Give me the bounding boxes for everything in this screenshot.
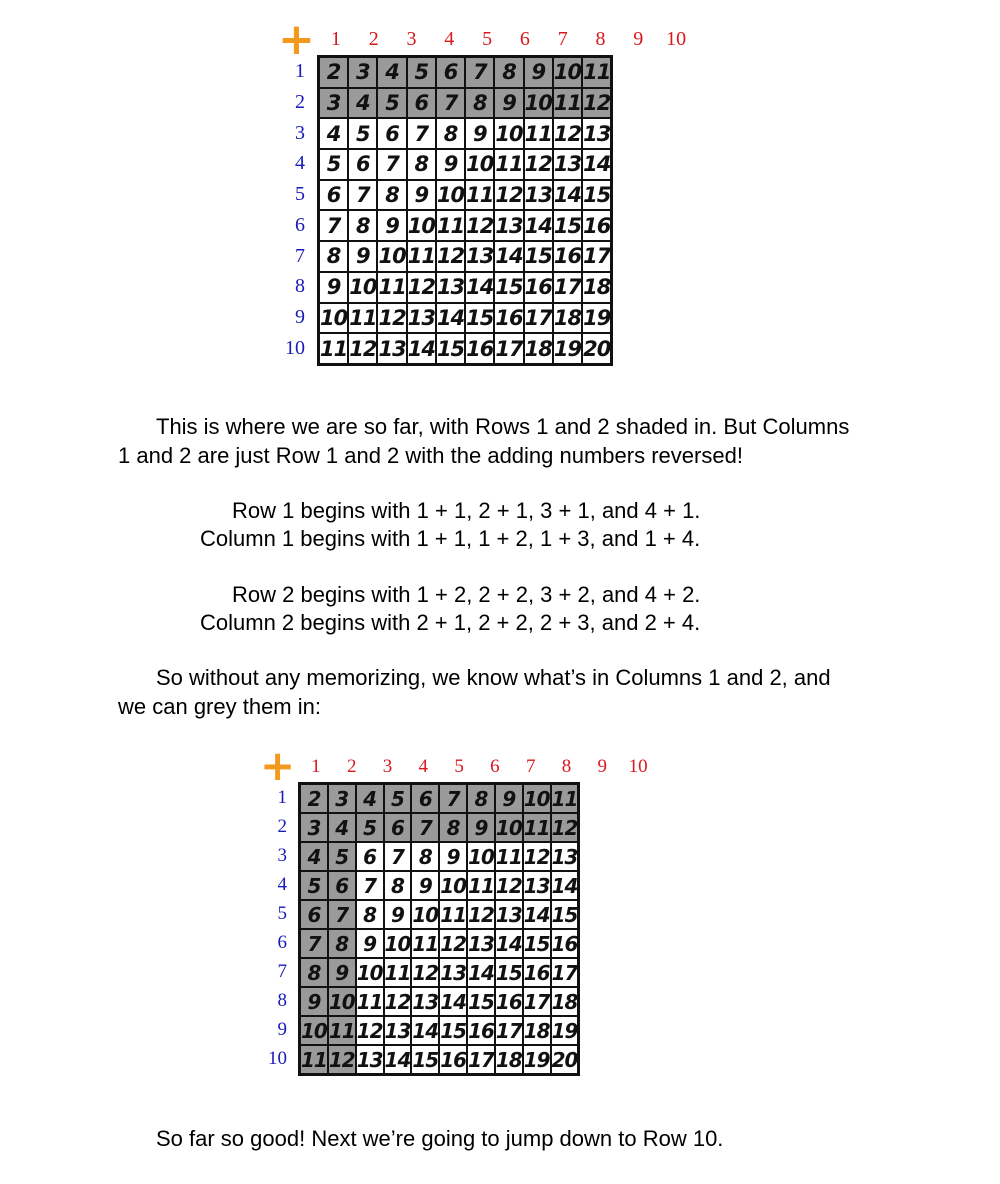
sum-cell: 13 xyxy=(551,842,579,871)
sum-cell: 16 xyxy=(465,333,494,364)
row-header: 2 xyxy=(295,91,305,114)
row-header: 3 xyxy=(277,845,287,866)
table-row xyxy=(300,1045,579,1075)
sum-cell: 10 xyxy=(384,929,412,958)
sum-cell: 7 xyxy=(436,88,465,119)
sum-cell: 7 xyxy=(348,180,377,211)
table-row xyxy=(300,987,579,1016)
column-header: 9 xyxy=(597,756,608,777)
sum-cell: 9 xyxy=(328,958,356,987)
sum-cell: 12 xyxy=(551,813,579,842)
row-header: 10 xyxy=(285,336,305,359)
sum-cell: 20 xyxy=(551,1045,579,1075)
sum-cell: 14 xyxy=(436,303,465,334)
sum-cell: 12 xyxy=(384,987,412,1016)
sum-cell: 14 xyxy=(551,871,579,900)
sum-cell: 19 xyxy=(551,1016,579,1045)
sum-cell: 2 xyxy=(319,57,349,88)
column-header: 4 xyxy=(444,28,455,50)
table-row xyxy=(319,241,612,272)
sum-cell: 13 xyxy=(384,1016,412,1045)
sum-cell: 4 xyxy=(328,813,356,842)
sum-cell: 14 xyxy=(411,1016,439,1045)
sum-cell: 11 xyxy=(328,1016,356,1045)
sum-cell: 15 xyxy=(467,987,495,1016)
table-row xyxy=(300,900,579,929)
column-header: 9 xyxy=(633,28,644,50)
sum-cell: 10 xyxy=(523,784,551,814)
sum-cell: 11 xyxy=(465,180,494,211)
row-header: 7 xyxy=(277,961,287,982)
sum-cell: 3 xyxy=(348,57,377,88)
table-row xyxy=(319,118,612,149)
sum-cell: 11 xyxy=(356,987,384,1016)
sum-cell: 11 xyxy=(319,333,349,364)
sum-cell: 13 xyxy=(467,929,495,958)
sum-cell: 15 xyxy=(524,241,553,272)
sum-cell: 12 xyxy=(523,842,551,871)
table-row xyxy=(319,57,612,88)
row2-explanation: Row 2 begins with 1 + 2, 2 + 2, 3 + 2, and 4 + 2. xyxy=(232,582,701,607)
sum-cell: 14 xyxy=(439,987,467,1016)
sum-cell: 7 xyxy=(356,871,384,900)
row1-explanation: Row 1 begins with 1 + 1, 2 + 1, 3 + 1, and 4 + 1. xyxy=(232,498,701,523)
sum-cell: 14 xyxy=(467,958,495,987)
row-header: 1 xyxy=(277,787,287,808)
sum-cell: 5 xyxy=(300,871,328,900)
sum-cell: 8 xyxy=(300,958,328,987)
sum-cell: 10 xyxy=(356,958,384,987)
sum-cell: 6 xyxy=(300,900,328,929)
sum-cell: 13 xyxy=(553,149,582,180)
sum-cell: 16 xyxy=(523,958,551,987)
table-row xyxy=(319,88,612,119)
column-header: 5 xyxy=(482,28,493,50)
table-row xyxy=(300,958,579,987)
sum-cell: 4 xyxy=(319,118,349,149)
sum-cell: 3 xyxy=(300,813,328,842)
sum-cell: 6 xyxy=(328,871,356,900)
row-header: 2 xyxy=(277,816,287,837)
sum-cell: 17 xyxy=(524,303,553,334)
row-header: 8 xyxy=(295,275,305,298)
sum-cell: 18 xyxy=(524,333,553,364)
sum-cell: 10 xyxy=(377,241,406,272)
sum-cell: 11 xyxy=(494,149,523,180)
row-header: 7 xyxy=(295,244,305,267)
sum-cell: 9 xyxy=(300,987,328,1016)
sum-cell: 9 xyxy=(467,813,495,842)
closing-paragraph: So far so good! Next we’re going to jump down to Row 10. xyxy=(156,1126,724,1151)
sum-cell: 14 xyxy=(582,149,612,180)
column-header: 4 xyxy=(418,756,429,777)
sum-cell: 17 xyxy=(523,987,551,1016)
sum-cell: 15 xyxy=(495,958,523,987)
sum-cell: 15 xyxy=(582,180,612,211)
sum-cell: 3 xyxy=(319,88,349,119)
sum-cell: 20 xyxy=(582,333,612,364)
row-header: 8 xyxy=(277,990,287,1011)
sum-cell: 17 xyxy=(582,241,612,272)
sum-cell: 11 xyxy=(411,929,439,958)
sum-cell: 6 xyxy=(356,842,384,871)
sum-cell: 10 xyxy=(494,118,523,149)
sum-cell: 17 xyxy=(494,333,523,364)
table-row xyxy=(300,784,579,814)
sum-cell: 9 xyxy=(436,149,465,180)
sum-cell: 14 xyxy=(465,272,494,303)
sum-cell: 12 xyxy=(439,929,467,958)
sum-cell: 4 xyxy=(356,784,384,814)
sum-cell: 16 xyxy=(467,1016,495,1045)
column-header: 7 xyxy=(557,28,568,50)
table-row xyxy=(319,210,612,241)
sum-cell: 10 xyxy=(348,272,377,303)
sum-cell: 3 xyxy=(328,784,356,814)
column-header: 10 xyxy=(628,756,648,777)
sum-cell: 17 xyxy=(551,958,579,987)
table-row xyxy=(319,180,612,211)
sum-cell: 8 xyxy=(436,118,465,149)
sum-cell: 12 xyxy=(436,241,465,272)
sum-cell: 4 xyxy=(348,88,377,119)
sum-cell: 11 xyxy=(524,118,553,149)
sum-cell: 8 xyxy=(356,900,384,929)
sum-cell: 19 xyxy=(523,1045,551,1075)
sum-cell: 14 xyxy=(553,180,582,211)
sum-cell: 15 xyxy=(439,1016,467,1045)
table-row xyxy=(300,813,579,842)
sum-cell: 12 xyxy=(494,180,523,211)
sum-cell: 11 xyxy=(384,958,412,987)
sum-cell: 8 xyxy=(407,149,436,180)
sum-cell: 12 xyxy=(495,871,523,900)
sum-cell: 13 xyxy=(377,333,406,364)
sum-cell: 16 xyxy=(439,1045,467,1075)
sum-cell: 8 xyxy=(377,180,406,211)
sum-cell: 10 xyxy=(319,303,349,334)
sum-cell: 15 xyxy=(553,210,582,241)
sum-cell: 13 xyxy=(356,1045,384,1075)
sum-cell: 9 xyxy=(439,842,467,871)
sum-cell: 8 xyxy=(411,842,439,871)
sum-cell: 5 xyxy=(328,842,356,871)
sum-cell: 12 xyxy=(356,1016,384,1045)
sum-cell: 12 xyxy=(328,1045,356,1075)
sum-cell: 12 xyxy=(553,118,582,149)
sum-cell: 11 xyxy=(436,210,465,241)
sum-cell: 18 xyxy=(582,272,612,303)
sum-cell: 9 xyxy=(348,241,377,272)
sum-cell: 11 xyxy=(551,784,579,814)
sum-cell: 9 xyxy=(494,88,523,119)
sum-cell: 6 xyxy=(407,88,436,119)
sum-cell: 4 xyxy=(377,57,406,88)
sum-cell: 9 xyxy=(384,900,412,929)
sum-cell: 10 xyxy=(467,842,495,871)
sum-cell: 16 xyxy=(582,210,612,241)
sum-cell: 7 xyxy=(439,784,467,814)
table-row xyxy=(319,149,612,180)
intro-paragraph-line2: 1 and 2 are just Row 1 and 2 with the adding numbers reversed! xyxy=(118,443,743,468)
sum-cell: 12 xyxy=(465,210,494,241)
sum-cell: 14 xyxy=(494,241,523,272)
sum-cell: 6 xyxy=(377,118,406,149)
sum-cell: 13 xyxy=(495,900,523,929)
sum-cell: 15 xyxy=(465,303,494,334)
sum-cell: 9 xyxy=(319,272,349,303)
row-header: 4 xyxy=(277,874,287,895)
column-header: 2 xyxy=(368,28,379,50)
sum-cell: 9 xyxy=(495,784,523,814)
column-header: 6 xyxy=(490,756,500,777)
sum-cell: 14 xyxy=(495,929,523,958)
sum-cell: 9 xyxy=(465,118,494,149)
sum-cell: 9 xyxy=(407,180,436,211)
column-header: 3 xyxy=(382,756,393,777)
sum-cell: 18 xyxy=(495,1045,523,1075)
row-header: 9 xyxy=(295,305,305,328)
sum-cell: 10 xyxy=(465,149,494,180)
plus-operator-icon: + xyxy=(278,14,315,65)
sum-cell: 13 xyxy=(523,871,551,900)
sum-cell: 17 xyxy=(495,1016,523,1045)
row-header: 9 xyxy=(277,1019,287,1040)
sum-cell: 11 xyxy=(553,88,582,119)
sum-cell: 15 xyxy=(436,333,465,364)
sum-cell: 5 xyxy=(384,784,412,814)
sum-cell: 12 xyxy=(467,900,495,929)
sum-cell: 18 xyxy=(553,303,582,334)
plus-operator-icon: + xyxy=(260,741,296,790)
sum-cell: 16 xyxy=(524,272,553,303)
sum-cell: 13 xyxy=(465,241,494,272)
sum-cell: 13 xyxy=(407,303,436,334)
sum-cell: 13 xyxy=(494,210,523,241)
sum-cell: 7 xyxy=(319,210,349,241)
sum-cell: 13 xyxy=(524,180,553,211)
sum-cell: 13 xyxy=(582,118,612,149)
sum-cell: 14 xyxy=(523,900,551,929)
sum-cell: 10 xyxy=(328,987,356,1016)
sum-cell: 12 xyxy=(582,88,612,119)
sum-cell: 18 xyxy=(551,987,579,1016)
sum-cell: 11 xyxy=(439,900,467,929)
column-header: 8 xyxy=(561,756,572,777)
column-header: 5 xyxy=(454,756,464,777)
sum-cell: 6 xyxy=(384,813,412,842)
sum-cell: 8 xyxy=(384,871,412,900)
sum-cell: 10 xyxy=(495,813,523,842)
column2-explanation: Column 2 begins with 2 + 1, 2 + 2, 2 + 3, and 2 + 4. xyxy=(200,610,701,635)
sum-cell: 10 xyxy=(524,88,553,119)
sum-cell: 8 xyxy=(439,813,467,842)
sum-cell: 15 xyxy=(551,900,579,929)
sum-cell: 11 xyxy=(495,842,523,871)
sum-cell: 12 xyxy=(524,149,553,180)
column-header: 1 xyxy=(330,28,341,50)
sum-cell: 15 xyxy=(411,1045,439,1075)
table-row xyxy=(300,842,579,871)
sum-cell: 11 xyxy=(300,1045,328,1075)
sum-cell: 19 xyxy=(582,303,612,334)
sum-cell: 12 xyxy=(348,333,377,364)
sum-cell: 9 xyxy=(524,57,553,88)
sum-cell: 10 xyxy=(300,1016,328,1045)
row-header: 5 xyxy=(277,903,287,924)
sum-cell: 7 xyxy=(300,929,328,958)
sum-cell: 8 xyxy=(348,210,377,241)
sum-cell: 11 xyxy=(523,813,551,842)
sum-cell: 17 xyxy=(553,272,582,303)
sum-cell: 7 xyxy=(465,57,494,88)
sum-cell: 5 xyxy=(407,57,436,88)
row-header: 10 xyxy=(268,1048,287,1069)
sum-cell: 7 xyxy=(411,813,439,842)
row-header: 6 xyxy=(277,932,287,953)
column-header: 3 xyxy=(406,28,417,50)
sum-cell: 16 xyxy=(494,303,523,334)
row-header: 5 xyxy=(295,183,305,206)
table-row xyxy=(300,929,579,958)
sum-cell: 11 xyxy=(348,303,377,334)
table-row xyxy=(319,303,612,334)
sum-cell: 7 xyxy=(377,149,406,180)
table-row xyxy=(319,333,612,364)
sum-cell: 6 xyxy=(411,784,439,814)
table-row xyxy=(300,871,579,900)
sum-cell: 12 xyxy=(377,303,406,334)
sum-cell: 8 xyxy=(467,784,495,814)
sum-cell: 8 xyxy=(465,88,494,119)
column1-explanation: Column 1 begins with 1 + 1, 1 + 2, 1 + 3, and 1 + 4. xyxy=(200,526,701,551)
sum-cell: 7 xyxy=(407,118,436,149)
sum-cell: 8 xyxy=(328,929,356,958)
sum-cell: 6 xyxy=(348,149,377,180)
table-row xyxy=(300,1016,579,1045)
sum-cell: 10 xyxy=(411,900,439,929)
sum-table xyxy=(317,55,613,366)
row-header: 4 xyxy=(295,152,305,175)
sum-cell: 11 xyxy=(467,871,495,900)
row-header: 1 xyxy=(295,60,305,83)
sum-cell: 18 xyxy=(523,1016,551,1045)
sum-cell: 9 xyxy=(377,210,406,241)
sum-cell: 14 xyxy=(407,333,436,364)
sum-cell: 10 xyxy=(553,57,582,88)
column-header: 1 xyxy=(311,756,321,777)
column-header: 2 xyxy=(346,756,357,777)
sum-cell: 13 xyxy=(411,987,439,1016)
column-header: 8 xyxy=(595,28,606,50)
row-header: 3 xyxy=(295,121,305,144)
sum-cell: 13 xyxy=(436,272,465,303)
sum-cell: 7 xyxy=(384,842,412,871)
sum-cell: 9 xyxy=(411,871,439,900)
sum-cell: 8 xyxy=(494,57,523,88)
memorizing-paragraph-line2: we can grey them in: xyxy=(118,694,321,719)
intro-paragraph-line1: This is where we are so far, with Rows 1 and 2 shaded in. But Columns xyxy=(156,414,850,439)
memorizing-paragraph-line1: So without any memorizing, we know what’s in Columns 1 and 2, and xyxy=(156,665,831,690)
sum-cell: 10 xyxy=(436,180,465,211)
sum-cell: 19 xyxy=(553,333,582,364)
column-header: 10 xyxy=(666,28,687,50)
sum-cell: 10 xyxy=(439,871,467,900)
sum-cell: 17 xyxy=(467,1045,495,1075)
column-header: 6 xyxy=(519,28,530,50)
sum-cell: 15 xyxy=(523,929,551,958)
sum-cell: 16 xyxy=(551,929,579,958)
sum-cell: 5 xyxy=(356,813,384,842)
sum-cell: 2 xyxy=(300,784,328,814)
sum-cell: 9 xyxy=(356,929,384,958)
sum-cell: 16 xyxy=(495,987,523,1016)
sum-cell: 6 xyxy=(319,180,349,211)
sum-cell: 10 xyxy=(407,210,436,241)
sum-cell: 5 xyxy=(348,118,377,149)
table-row xyxy=(319,272,612,303)
sum-cell: 6 xyxy=(436,57,465,88)
sum-cell: 8 xyxy=(319,241,349,272)
sum-cell: 5 xyxy=(319,149,349,180)
sum-cell: 12 xyxy=(411,958,439,987)
sum-cell: 5 xyxy=(377,88,406,119)
sum-cell: 11 xyxy=(377,272,406,303)
sum-table xyxy=(298,782,580,1076)
sum-cell: 4 xyxy=(300,842,328,871)
sum-cell: 13 xyxy=(439,958,467,987)
sum-cell: 11 xyxy=(582,57,612,88)
sum-cell: 7 xyxy=(328,900,356,929)
sum-cell: 14 xyxy=(524,210,553,241)
column-header: 7 xyxy=(525,756,536,777)
row-header: 6 xyxy=(295,213,305,236)
sum-cell: 12 xyxy=(407,272,436,303)
sum-cell: 15 xyxy=(494,272,523,303)
sum-cell: 11 xyxy=(407,241,436,272)
sum-cell: 16 xyxy=(553,241,582,272)
sum-cell: 14 xyxy=(384,1045,412,1075)
